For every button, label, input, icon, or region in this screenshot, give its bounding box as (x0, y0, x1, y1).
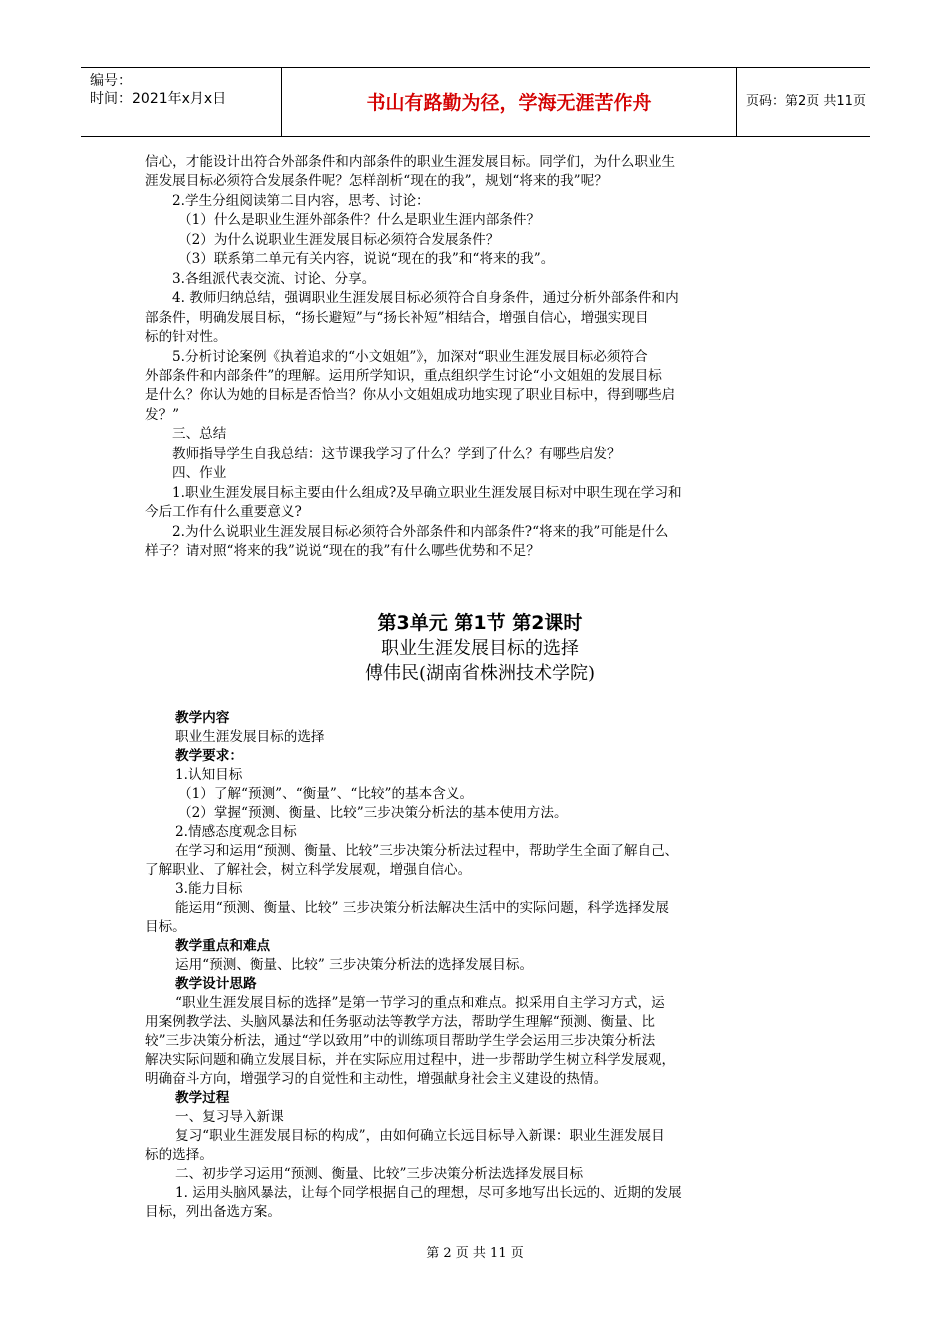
document-date-label: 时间：2021年x月x日 (90, 91, 227, 107)
lesson-line: 标的选择。 (145, 1147, 213, 1163)
body-line: 2.为什么说职业生涯发展目标必须符合外部条件和内部条件?“将来的我”可能是什么 (172, 523, 669, 540)
header-left-cell (81, 68, 281, 136)
lesson-heading: 教学重点和难点 (175, 938, 271, 954)
lesson-line: 复习“职业生涯发展目标的构成”，由如何确立长远目标导入新课：职业生涯发展目 (175, 1128, 665, 1144)
lesson-line: 较”三步决策分析法，通过“学以致用”中的训练项目帮助学生学会运用三步决策分析法 (145, 1033, 656, 1049)
lesson-line: 用案例教学法、头脑风暴法和任务驱动法等教学方法，帮助学生理解“预测、衡量、比 (145, 1014, 655, 1030)
body-line: 三、总结 (172, 426, 227, 443)
body-line: 5.分析讨论案例《执着追求的“小文姐姐”》，加深对“职业生涯发展目标必须符合 (172, 348, 648, 365)
header-right-cell (737, 68, 870, 136)
header-center-cell (281, 68, 737, 136)
body-line: 涯发展目标必须符合发展条件呢？怎样剖析“现在的我”，规划“将来的我”呢？ (145, 173, 608, 190)
body-line: 2.学生分组阅读第二目内容，思考、讨论： (172, 192, 430, 209)
document-number-label: 编号： (90, 73, 132, 89)
lesson-line: 职业生涯发展目标的选择 (175, 729, 325, 745)
section-title-block (145, 611, 815, 686)
body-line: 今后工作有什么重要意义? (145, 504, 302, 521)
lesson-heading: 教学内容 (175, 710, 230, 726)
body-line: 外部条件和内部条件”的理解。运用所学知识，重点组织学生讨论“小文姐姐的发展目标 (145, 367, 662, 384)
body-line: 是什么？你认为她的目标是否恰当？你从小文姐姐成功地实现了职业目标中，得到哪些启 (145, 387, 676, 404)
lesson-line: 一、复习导入新课 (175, 1109, 284, 1125)
lesson-line: “职业生涯发展目标的选择”是第一节学习的重点和难点。拟采用自主学习方式，运 (175, 995, 665, 1011)
body-line: 4. 教师归纳总结，强调职业生涯发展目标必须符合自身条件，通过分析外部条件和内 (172, 290, 679, 307)
lesson-line: 二、初步学习运用“预测、衡量、比较”三步决策分析法选择发展目标 (175, 1166, 584, 1182)
lesson-line: 在学习和运用“预测、衡量、比较”三步决策分析法过程中，帮助学生全面了解自己、 (175, 843, 679, 859)
document-header (81, 67, 870, 137)
lesson-text (145, 709, 815, 1222)
lesson-line: 运用“预测、衡量、比较” 三步决策分析法的选择发展目标。 (175, 957, 534, 973)
lesson-line: （1）了解“预测”、“衡量”、“比较”的基本含义。 (178, 786, 474, 802)
lesson-line: 目标。 (145, 919, 186, 935)
body-line: 部条件，明确发展目标，“扬长避短”与“扬长补短”相结合，增强自信心，增强实现目 (145, 309, 649, 326)
lesson-line: 1.认知目标 (175, 767, 243, 783)
lesson-heading: 教学要求： (175, 748, 243, 764)
lesson-line: 明确奋斗方向，增强学习的自觉性和主动性，增强献身社会主义建设的热情。 (145, 1071, 608, 1087)
lesson-line: 3.能力目标 (175, 881, 243, 897)
lesson-line: 能运用“预测、衡量、比较” 三步决策分析法解决生活中的实际问题，科学选择发展 (175, 900, 669, 916)
body-line: 样子？请对照“将来的我”说说“现在的我”有什么哪些优势和不足？ (145, 543, 540, 560)
lesson-line: 目标，列出备选方案。 (145, 1204, 281, 1220)
section-subtitle: 职业生涯发展目标的选择 (381, 638, 579, 659)
body-line: （2）为什么说职业生涯发展目标必须符合发展条件？ (178, 231, 500, 248)
body-line: 3.各组派代表交流、讨论、分享。 (172, 270, 376, 287)
body-line: 四、作业 (172, 465, 227, 482)
body-text (145, 153, 815, 562)
body-line: （3）联系第二单元有关内容，说说“现在的我”和“将来的我”。 (178, 251, 555, 268)
section-heading: 第3单元 第1节 第2课时 (377, 612, 583, 634)
lesson-line: 1. 运用头脑风暴法，让每个同学根据自己的理想，尽可多地写出长远的、近期的发展 (175, 1185, 682, 1201)
section-author: 傅伟民(湖南省株洲技术学院) (364, 663, 596, 684)
body-line: 教师指导学生自我总结：这节课我学习了什么？学到了什么？有哪些启发？ (172, 445, 621, 462)
lesson-heading: 教学过程 (175, 1090, 230, 1106)
body-line: 标的针对性。 (145, 329, 227, 346)
header-page-info: 页码：第2页 共11页 (746, 94, 866, 109)
lesson-line: 了解职业、了解社会，树立科学发展观，增强自信心。 (145, 862, 472, 878)
body-line: 1.职业生涯发展目标主要由什么组成?及早确立职业生涯发展目标对中职生现在学习和 (172, 484, 682, 501)
body-line: 信心，才能设计出符合外部条件和内部条件的职业生涯发展目标。同学们，为什么职业生 (145, 154, 676, 170)
body-line: 发？” (145, 406, 180, 423)
header-motto: 书山有路勤为径，学海无涯苦作舟 (366, 92, 652, 114)
body-line: （1）什么是职业生涯外部条件？什么是职业生涯内部条件？ (178, 212, 541, 229)
lesson-line: 解决实际问题和确立发展目标，并在实际应用过程中，进一步帮助学生树立科学发展观， (145, 1052, 676, 1068)
page-footer: 第 2 页 共 11 页 (426, 1246, 524, 1261)
lesson-heading: 教学设计思路 (175, 976, 257, 992)
lesson-line: （2）掌握“预测、衡量、比较”三步决策分析法的基本使用方法。 (178, 805, 568, 821)
lesson-line: 2.情感态度观念目标 (175, 824, 297, 840)
